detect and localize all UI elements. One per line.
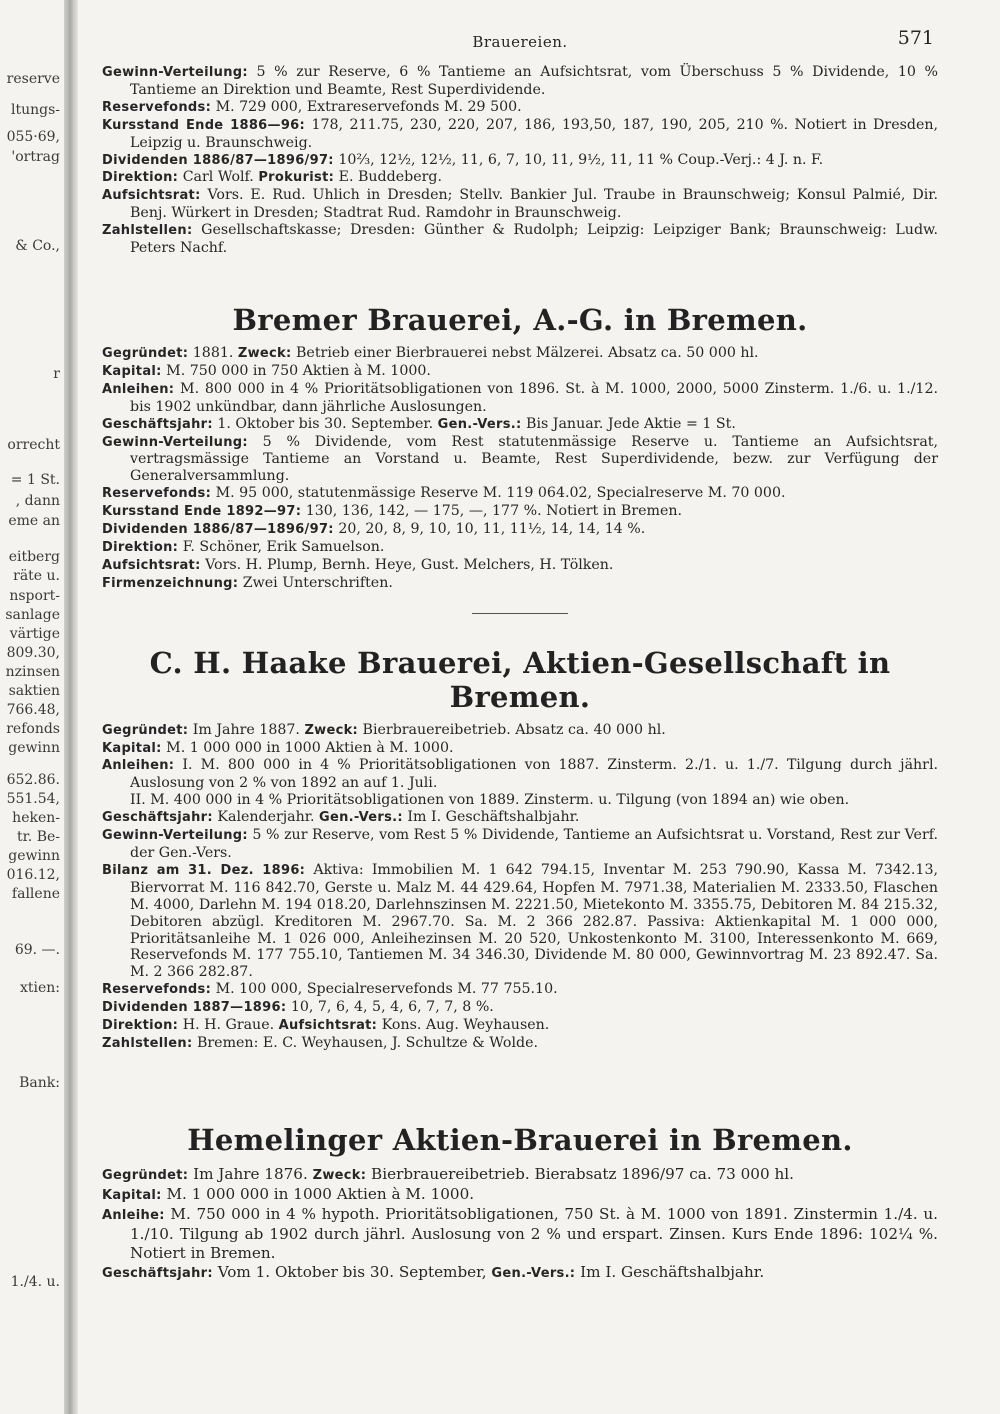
entry-line: Direktion: F. Schöner, Erik Samuelson.	[102, 538, 385, 555]
page-number: 571	[897, 27, 934, 49]
margin-fragment: 69. —.	[14, 942, 60, 958]
entry-line: Gewinn-Verteilung: 5 % zur Reserve, 6 % Tantieme an Aufsichtsrat, vom Überschuss 5 % Dividende, 10 % Tantieme an Direktion und Beamte, Rest Superdividende.	[102, 64, 938, 98]
entry-line: Gegründet: 1881. Zweck: Betrieb einer Bierbrauerei nebst Mälzerei. Absatz ca. 50 000 hl.	[102, 344, 759, 361]
page-header	[102, 27, 938, 64]
margin-fragment: Bank:	[19, 1075, 60, 1091]
margin-fragment: nzinsen	[5, 664, 60, 680]
entry-line: Geschäftsjahr: Vom 1. Oktober bis 30. September, Gen.-Vers.: Im I. Geschäftshalbjahr.	[102, 1262, 765, 1281]
entry-line: Gewinn-Verteilung: 5 % zur Reserve, vom Rest 5 % Dividende, Tantieme an Aufsichtsrat u. Vorstand, Rest zur Verf. der Gen.-Vers.	[102, 827, 938, 861]
margin-fragment: r	[53, 366, 60, 382]
margin-fragment: ltungs-	[10, 102, 60, 118]
entry-bremer	[102, 345, 938, 593]
entry-line: Dividenden 1886/87—1896/97: 20, 20, 8, 9, 10, 10, 11, 11½, 14, 14, 14 %.	[102, 521, 646, 538]
margin-fragment: = 1 St.	[10, 472, 60, 488]
margin-fragment: räte u.	[13, 568, 60, 584]
running-head: Brauereien.	[472, 33, 568, 51]
margin-fragment: reserve	[6, 71, 60, 87]
margin-fragment: refonds	[6, 721, 60, 737]
entry-line: Kursstand Ende 1886—96: 178, 211.75, 230, 220, 207, 186, 193,50, 187, 190, 205, 210 %. Notiert in Dresden, Leipzig u. Braunschweig.	[102, 116, 939, 151]
entry-line: Kursstand Ende 1892—97: 130, 136, 142, — 175, —, 177 %. Notiert in Bremen.	[102, 503, 682, 520]
entry-line: Direktion: H. H. Graue. Aufsichtsrat: Kons. Aug. Weyhausen.	[102, 1017, 550, 1034]
entry-line: Kapital: M. 1 000 000 in 1000 Aktien à M. 1000.	[102, 739, 454, 756]
margin-fragment: xtien:	[19, 980, 60, 996]
book-gutter	[64, 0, 78, 1414]
company-title-bremer: Bremer Brauerei, A.-G. in Bremen.	[232, 302, 808, 337]
entry-line: Firmenzeichnung: Zwei Unterschriften.	[102, 574, 393, 591]
margin-fragment: heken-	[12, 810, 60, 826]
entry-line: Aufsichtsrat: Vors. E. Rud. Uhlich in Dresden; Stellv. Bankier Jul. Traube in Braunschweig; Konsul Palmié, Dir. Benj. Würkert in Dresden; Stadtrat Rud. Ramdohr in Braunschweig.	[102, 187, 938, 222]
company-title-haake: C. H. Haake Brauerei, Aktien-Gesellschaft in Bremen.	[149, 645, 891, 714]
margin-fragment: värtige	[9, 626, 60, 642]
margin-fragment: gewinn	[8, 848, 60, 864]
margin-fragment: 809.30,	[6, 645, 60, 661]
entry-line: Gegründet: Im Jahre 1887. Zweck: Bierbrauereibetrieb. Absatz ca. 40 000 hl.	[102, 721, 666, 738]
entry-line: Geschäftsjahr: 1. Oktober bis 30. September. Gen.-Vers.: Bis Januar. Jede Aktie = 1 St.	[102, 415, 736, 432]
entry-line-balance-sheet: Bilanz am 31. Dez. 1896: Aktiva: Immobilien M. 1 642 794.15, Inventar M. 253 790.90, Kassa M. 7342.13, Biervorrat M. 116 842.70, Gerste u. Malz M. 44 429.64, Hopfen M. 7971.38, Materialien M. 2333.50, Flaschen M. 4000, Darlehn M. 194 018.20, Darlehnszinsen M. 2221.50, Mietekonto M. 3355.75, Debitoren M. 84 215.32, Debitoren abzügl. Kreditoren M. 2967.70. Sa. M. 2 366 282.87. Passiva: Aktienkapital M. 1 000 000, Prioritätsanleihe M. 1 026 000, Anleihezinsen M. 20 520, Unkostenkonto M. 3100, Interessenkonto M. 669, Reservefonds M. 177 755.10, Tantiemen M. 34 346.30, Dividende M. 80 000, Gewinnvortrag M. 23 892.47. Sa. M. 2 366 282.87.	[102, 861, 938, 981]
entry-line: Reservefonds: M. 100 000, Specialreservefonds M. 77 755.10.	[102, 981, 558, 998]
entry-haake	[102, 722, 938, 1053]
margin-fragment: 766.48,	[6, 702, 60, 718]
entry-line: Zahlstellen: Bremen: E. C. Weyhausen, J. Schultze & Wolde.	[102, 1034, 538, 1051]
entry-line: Dividenden 1887—1896: 10, 7, 6, 4, 5, 4, 6, 7, 7, 8 %.	[102, 999, 494, 1016]
margin-fragment: sanlage	[5, 607, 60, 623]
margin-fragment: 'ortrag	[11, 149, 60, 165]
margin-fragment: eitberg	[8, 549, 60, 565]
entry-hemelinger	[102, 1165, 938, 1283]
margin-fragment: fallene	[11, 886, 60, 902]
entry-line: Zahlstellen: Gesellschaftskasse; Dresden: Günther & Rudolph; Leipzig: Leipziger Bank; Braunschweig: Ludw. Peters Nachf.	[102, 222, 938, 257]
entry-line: Direktion: Carl Wolf. Prokurist: E. Buddeberg.	[102, 169, 442, 186]
company-title-hemelinger: Hemelinger Aktien-Brauerei in Bremen.	[187, 1122, 853, 1157]
margin-fragment: gewinn	[8, 740, 60, 756]
margin-fragment: eme an	[8, 513, 60, 529]
margin-fragment: nsport-	[9, 588, 60, 604]
previous-entry-continuation	[102, 64, 938, 257]
margin-fragment: & Co.,	[15, 238, 60, 254]
adjacent-page-margin	[0, 0, 62, 1414]
entry-line: Kapital: M. 1 000 000 in 1000 Aktien à M. 1000.	[102, 1184, 475, 1203]
margin-fragment: tr. Be-	[17, 829, 60, 845]
margin-fragment: saktien	[8, 683, 60, 699]
entry-line: Gewinn-Verteilung: 5 % Dividende, vom Rest statutenmässige Reserve u. Tantieme an Aufsichtsrat, vertragsmässige Tantieme an Vorstand u. Beamte, Rest Superdividende, bezw. zur Verfügung der Generalversammlung.	[102, 433, 938, 485]
entry-line: Reservefonds: M. 729 000, Extrareservefonds M. 29 500.	[102, 98, 522, 115]
entry-line: Geschäftsjahr: Kalenderjahr. Gen.-Vers.: Im I. Geschäftshalbjahr.	[102, 809, 580, 826]
entry-line: Reservefonds: M. 95 000, statutenmässige Reserve M. 119 064.02, Specialreserve M. 70 000.	[102, 485, 786, 502]
entry-line: Anleihen: I. M. 800 000 in 4 % Prioritätsobligationen von 1887. Zinsterm. 2./1. u. 1./7. Tilgung durch jährl. Auslosung von 2 % von 1892 an auf 1. Juli.	[102, 757, 938, 792]
entry-line: Kapital: M. 750 000 in 750 Aktien à M. 1000.	[102, 362, 431, 379]
margin-fragment: 055·69,	[6, 129, 60, 145]
margin-fragment: 551.54,	[6, 791, 60, 807]
entry-line: Aufsichtsrat: Vors. H. Plump, Bernh. Heye, Gust. Melchers, H. Tölken.	[102, 556, 614, 573]
entry-line: Anleihen: M. 800 000 in 4 % Prioritätsobligationen von 1896. St. à M. 1000, 2000, 5000 Zinsterm. 1./6. u. 1./12. bis 1902 unkündbar, dann jährliche Auslosungen.	[102, 380, 938, 415]
page-body	[102, 27, 939, 1283]
margin-fragment: 652.86.	[6, 772, 60, 788]
entry-line: Dividenden 1886/87—1896/97: 10⅔, 12½, 12½, 11, 6, 7, 10, 11, 9½, 11, 11 % Coup.-Verj.: 4 J. n. F.	[102, 151, 824, 168]
entry-line: Gegründet: Im Jahre 1876. Zweck: Bierbrauereibetrieb. Bierabsatz 1896/97 ca. 73 000 hl.	[102, 1164, 794, 1183]
entry-subline: II. M. 400 000 in 4 % Prioritätsobligationen von 1889. Zinsterm. u. Tilgung (von 1894 an) wie oben.	[130, 792, 850, 809]
margin-fragment: 1./4. u.	[10, 1274, 60, 1290]
entry-line: Anleihe: M. 750 000 in 4 % hypoth. Prioritätsobligationen, 750 St. à M. 1000 von 1891. Zinstermin 1./4. u. 1./10. Tilgung ab 1902 durch jährl. Auslosung von 2 % und erspart. Zinsen. Kurs Ende 1896: 102¼ %. Notiert in Bremen.	[102, 1204, 938, 1262]
margin-fragment: 016.12,	[6, 867, 60, 883]
margin-fragment: , dann	[15, 493, 60, 509]
margin-fragment: orrecht	[7, 437, 60, 453]
